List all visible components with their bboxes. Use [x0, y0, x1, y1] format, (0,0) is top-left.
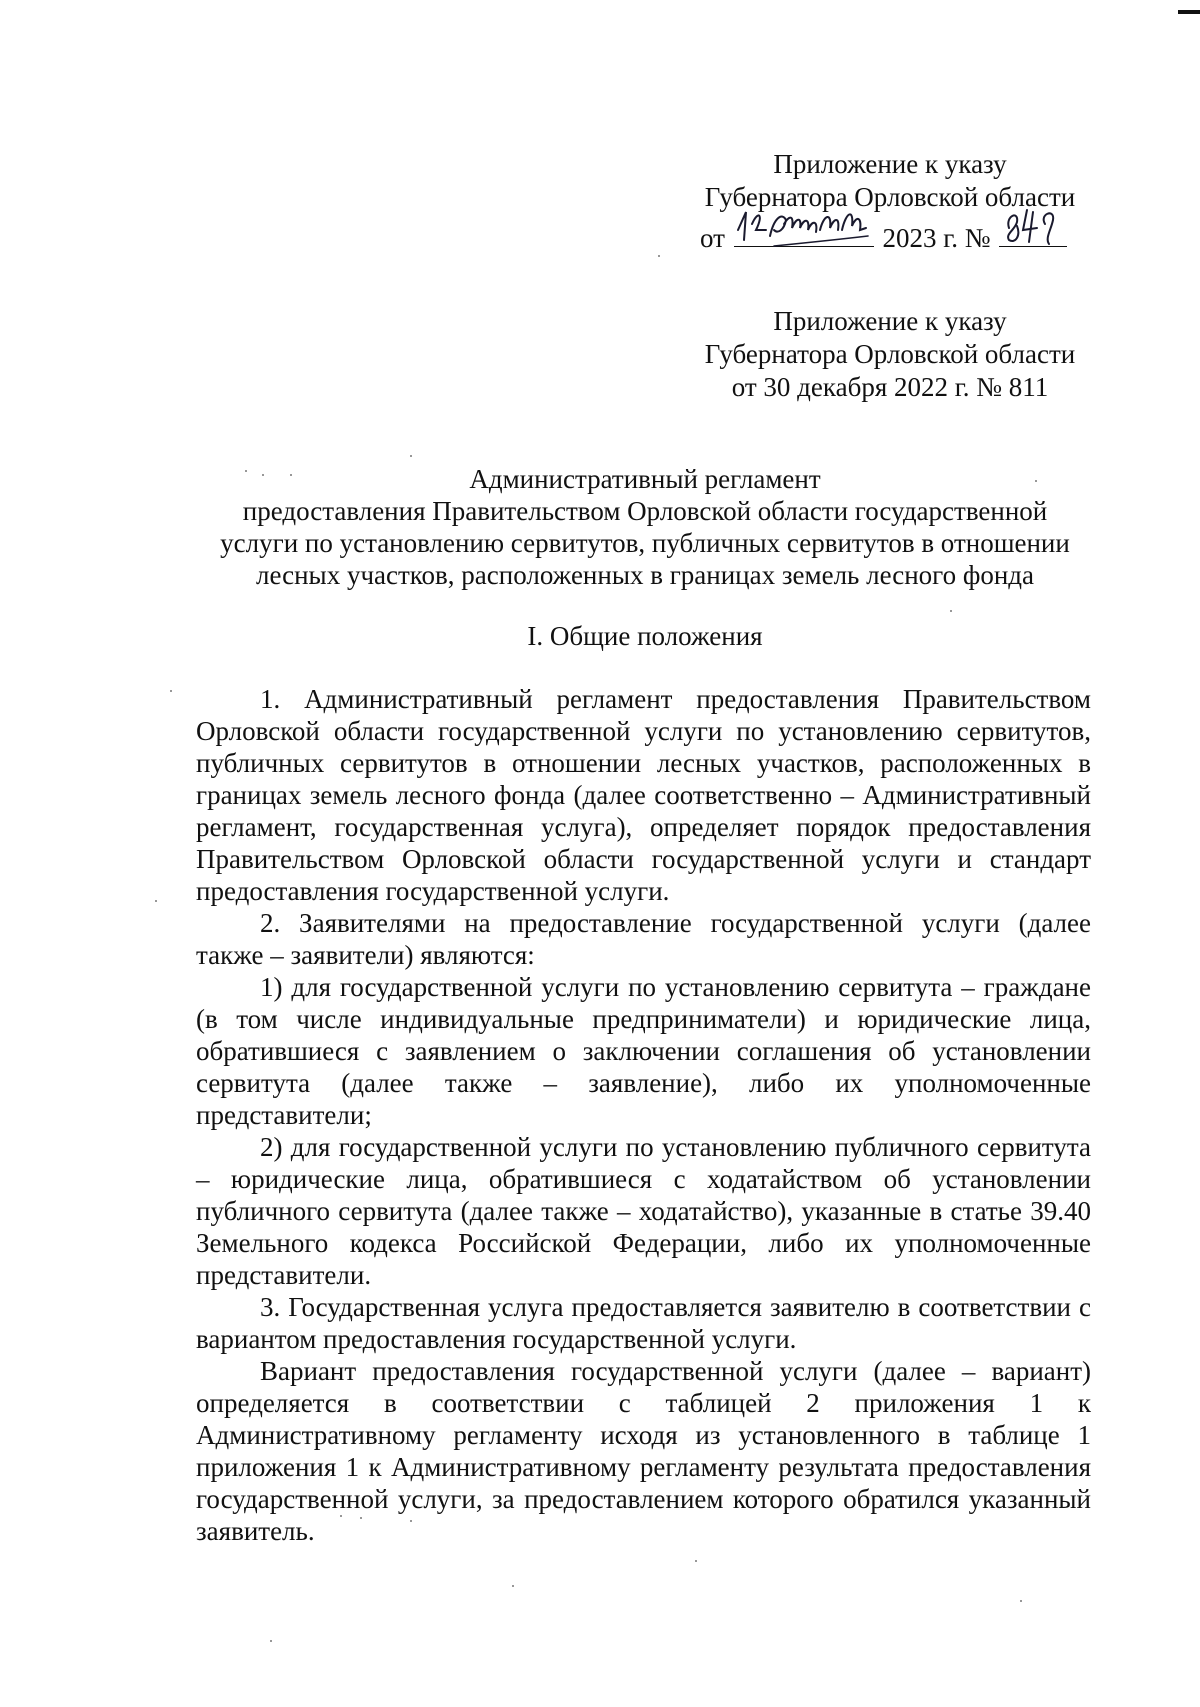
appendix-label: Приложение к указу [773, 306, 1007, 336]
appendix-date-line [690, 214, 1090, 255]
appendix-issuer: Губернатора Орловской области [704, 339, 1076, 369]
scan-speck [170, 690, 172, 692]
section-heading: I. Общие положения [527, 621, 763, 651]
scan-speck [360, 1517, 362, 1519]
handwritten-number-signature [999, 200, 1067, 250]
date-prefix: от [700, 223, 725, 253]
handwritten-date-signature [734, 200, 874, 250]
title-line: лесных участков, расположенных в границах земель лесного фонда [255, 560, 1034, 590]
handwritten-date [734, 214, 874, 247]
year-and-number-label: 2023 г. № [882, 223, 991, 253]
scan-speck [658, 255, 660, 257]
appendix-date: от 30 декабря 2022 г. № 811 [731, 372, 1049, 402]
scan-speck [512, 1585, 514, 1587]
scan-speck [950, 610, 952, 612]
appendix-header-previous [690, 305, 1090, 404]
paragraph: 2. Заявителями на предоставление государственной услуги (далее также – заявители) являются: [196, 908, 1091, 970]
document-title [195, 463, 1095, 591]
scan-speck [155, 900, 157, 902]
scan-speck [262, 474, 264, 476]
scan-speck [270, 1640, 272, 1642]
document-body [196, 683, 1091, 1547]
paragraph: 1) для государственной услуги по установлению сервитута – граждане (в том числе индивидуальные предприниматели) и юридические лица, обратившиеся с заявлением о заключении соглашения об установлении сервитута (далее также – заявление), либо их уполномоченные представители; [196, 972, 1091, 1130]
scan-speck [410, 455, 412, 457]
scan-speck [340, 1515, 342, 1517]
scan-speck [1020, 1600, 1022, 1602]
title-line: Административный регламент [469, 464, 821, 494]
paragraph: 1. Административный регламент предоставления Правительством Орловской области государственной услуги по установлению сервитутов, публичных сервитутов в отношении лесных участков, расположенных в границах земель лесного фонда (далее соответственно – Административный регламент, государственная услуга), определяет порядок предоставления Правительством Орловской области государственной услуги и стандарт предоставления государственной услуги. [196, 684, 1091, 906]
paragraph: 2) для государственной услуги по установлению публичного сервитута – юридические лица, обратившиеся с ходатайством об установлении публичного сервитута (далее также – ходатайство), указанные в статье 39.40 Земельного кодекса Российской Федерации, либо их уполномоченные представители. [196, 1132, 1091, 1290]
appendix-issuer: Губернатора Орловской области [704, 182, 1076, 212]
scan-corner-mark [1178, 10, 1200, 14]
scan-speck [245, 470, 247, 472]
handwritten-number [999, 214, 1067, 247]
appendix-label: Приложение к указу [773, 149, 1007, 179]
scan-speck [695, 1560, 697, 1562]
scan-speck [1035, 480, 1037, 482]
title-line: предоставления Правительством Орловской области государственной [242, 496, 1048, 526]
paragraph: Вариант предоставления государственной услуги (далее – вариант) определяется в соответствии с таблицей 2 приложения 1 к Административному регламенту исходя из установленного в таблице 1 приложения 1 к Административному регламенту результата предоставления государственной услуги, за предоставлением которого обратился указанный заявитель. [196, 1356, 1091, 1546]
appendix-header-current [690, 148, 1090, 255]
scan-speck [290, 474, 292, 476]
title-line: услуги по установлению сервитутов, публичных сервитутов в отношении [220, 528, 1070, 558]
paragraph: 3. Государственная услуга предоставляется заявителю в соответствии с вариантом предоставления государственной услуги. [196, 1292, 1091, 1354]
scan-speck [410, 1520, 412, 1522]
